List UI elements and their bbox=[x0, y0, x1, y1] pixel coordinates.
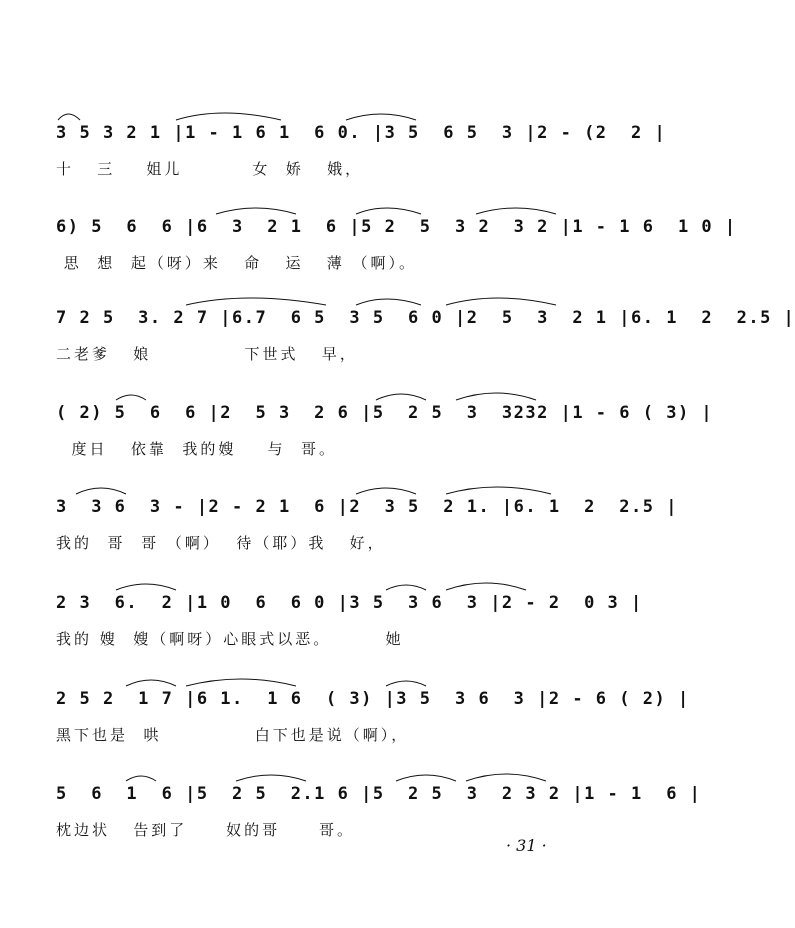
music-system bbox=[56, 212, 737, 292]
jianpu-notes: 7 2 5 3. 2 7 |6.7 6 5 3 5 6 0 |2 5 3 2 1 |6. 1 2 2.5 | bbox=[56, 308, 795, 328]
music-system bbox=[56, 118, 667, 198]
lyrics: 度日 依靠 我的嫂 与 哥。 bbox=[56, 440, 337, 458]
lyrics: 十 三 姐儿 女 娇 娥， bbox=[56, 160, 364, 178]
jianpu-notes: 5 6 1 6 |5 2 5 2.1 6 |5 2 5 3 2 3 2 |1 - 1 6 | bbox=[56, 784, 702, 804]
jianpu-notes: 6) 5 6 6 |6 3 2 1 6 |5 2 5 3 2 3 2 |1 - 1 6 1 0 | bbox=[56, 217, 737, 237]
jianpu-notes: 2 3 6. 2 |1 0 6 6 0 |3 5 3 6 3 |2 - 2 0 3 | bbox=[56, 593, 643, 613]
lyrics: 我的 嫂 嫂（啊呀）心眼式以恶。 她 bbox=[56, 630, 404, 648]
jianpu-notes: 3 5 3 2 1 |1 - 1 6 1 6 0. |3 5 6 5 3 |2 - (2 2 | bbox=[56, 123, 667, 143]
page-number: · 31 · bbox=[506, 836, 547, 855]
lyrics: 思 想 起（呀）来 命 运 薄 （啊）。 bbox=[56, 254, 418, 272]
lyrics: 枕边状 告到了 奴的哥 哥。 bbox=[56, 821, 355, 839]
music-system bbox=[56, 588, 643, 668]
music-system bbox=[56, 779, 702, 859]
lyrics: 黑下也是 哄 白下也是说（啊）， bbox=[56, 726, 410, 744]
lyrics: 二老爹 娘 下世式 早， bbox=[56, 345, 358, 363]
lyrics: 我的 哥 哥 （啊） 待（耶）我 好， bbox=[56, 534, 386, 552]
music-system bbox=[56, 398, 714, 478]
music-system bbox=[56, 492, 678, 572]
jianpu-notes: 3 3 6 3 - |2 - 2 1 6 |2 3 5 2 1. |6. 1 2 2.5 | bbox=[56, 497, 678, 517]
jianpu-notes: ( 2) 5 6 6 |2 5 3 2 6 |5 2 5 3 3232 |1 - 6 ( 3) | bbox=[56, 403, 714, 423]
jianpu-notes: 2 5 2 1 7 |6 1. 1 6 ( 3) |3 5 3 6 3 |2 - 6 ( 2) | bbox=[56, 689, 690, 709]
music-system bbox=[56, 303, 795, 383]
music-system bbox=[56, 684, 690, 764]
